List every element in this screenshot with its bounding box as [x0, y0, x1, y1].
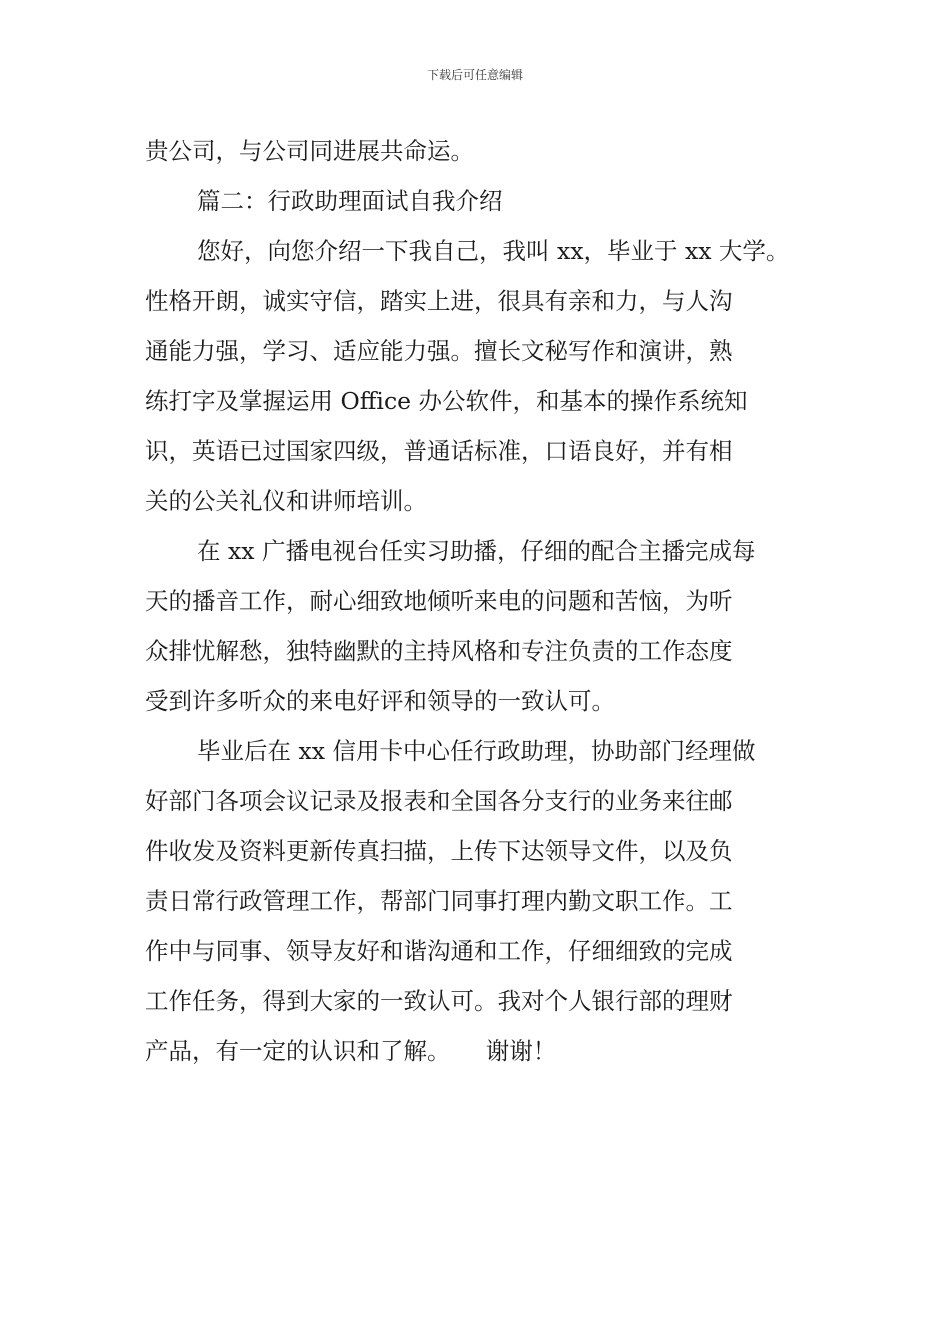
text-line: 好部门各项会议记录及报表和全国各分支行的业务来往邮: [145, 787, 733, 815]
text-line: 产品，有一定的认识和了解。 谢谢！: [145, 1037, 557, 1065]
text-line: 在 xx 广播电视台任实习助播，仔细的配合主播完成每: [197, 537, 756, 565]
text-line: 性格开朗，诚实守信，踏实上进，很具有亲和力，与人沟: [145, 287, 733, 315]
text-line: 识，英语已过国家四级，普通话标准，口语良好，并有相: [145, 437, 733, 465]
text-line: 责日常行政管理工作，帮部门同事打理内勤文职工作。工: [145, 887, 733, 915]
text-line: 天的播音工作，耐心细致地倾听来电的问题和苦恼，为听: [145, 587, 733, 615]
text-line: 件收发及资料更新传真扫描，上传下达领导文件，以及负: [145, 837, 733, 865]
page-header: 下载后可任意编辑: [426, 68, 523, 82]
text-line: 作中与同事、领导友好和谐沟通和工作，仔细细致的完成: [145, 937, 733, 965]
text-line: 通能力强，学习、适应能力强。擅长文秘写作和演讲，熟: [145, 337, 733, 365]
text-line: 关的公关礼仪和讲师培训。: [145, 487, 427, 515]
text-line: 受到许多听众的来电好评和领导的一致认可。: [145, 687, 615, 715]
text-line: 练打字及掌握运用 Office 办公软件，和基本的操作系统知: [145, 387, 748, 415]
text-line: 您好，向您介绍一下我自己，我叫 xx，毕业于 xx 大学。: [197, 237, 790, 265]
text-line: 众排忧解愁，独特幽默的主持风格和专注负责的工作态度: [145, 637, 733, 665]
text-line: 工作任务，得到大家的一致认可。我对个人银行部的理财: [145, 987, 733, 1015]
text-line: 毕业后在 xx 信用卡中心任行政助理，协助部门经理做: [197, 737, 756, 765]
text-line: 贵公司，与公司同进展共命运。: [145, 137, 474, 165]
document-body: [145, 126, 825, 1076]
section-title: 篇二：行政助理面试自我介绍: [197, 187, 503, 215]
